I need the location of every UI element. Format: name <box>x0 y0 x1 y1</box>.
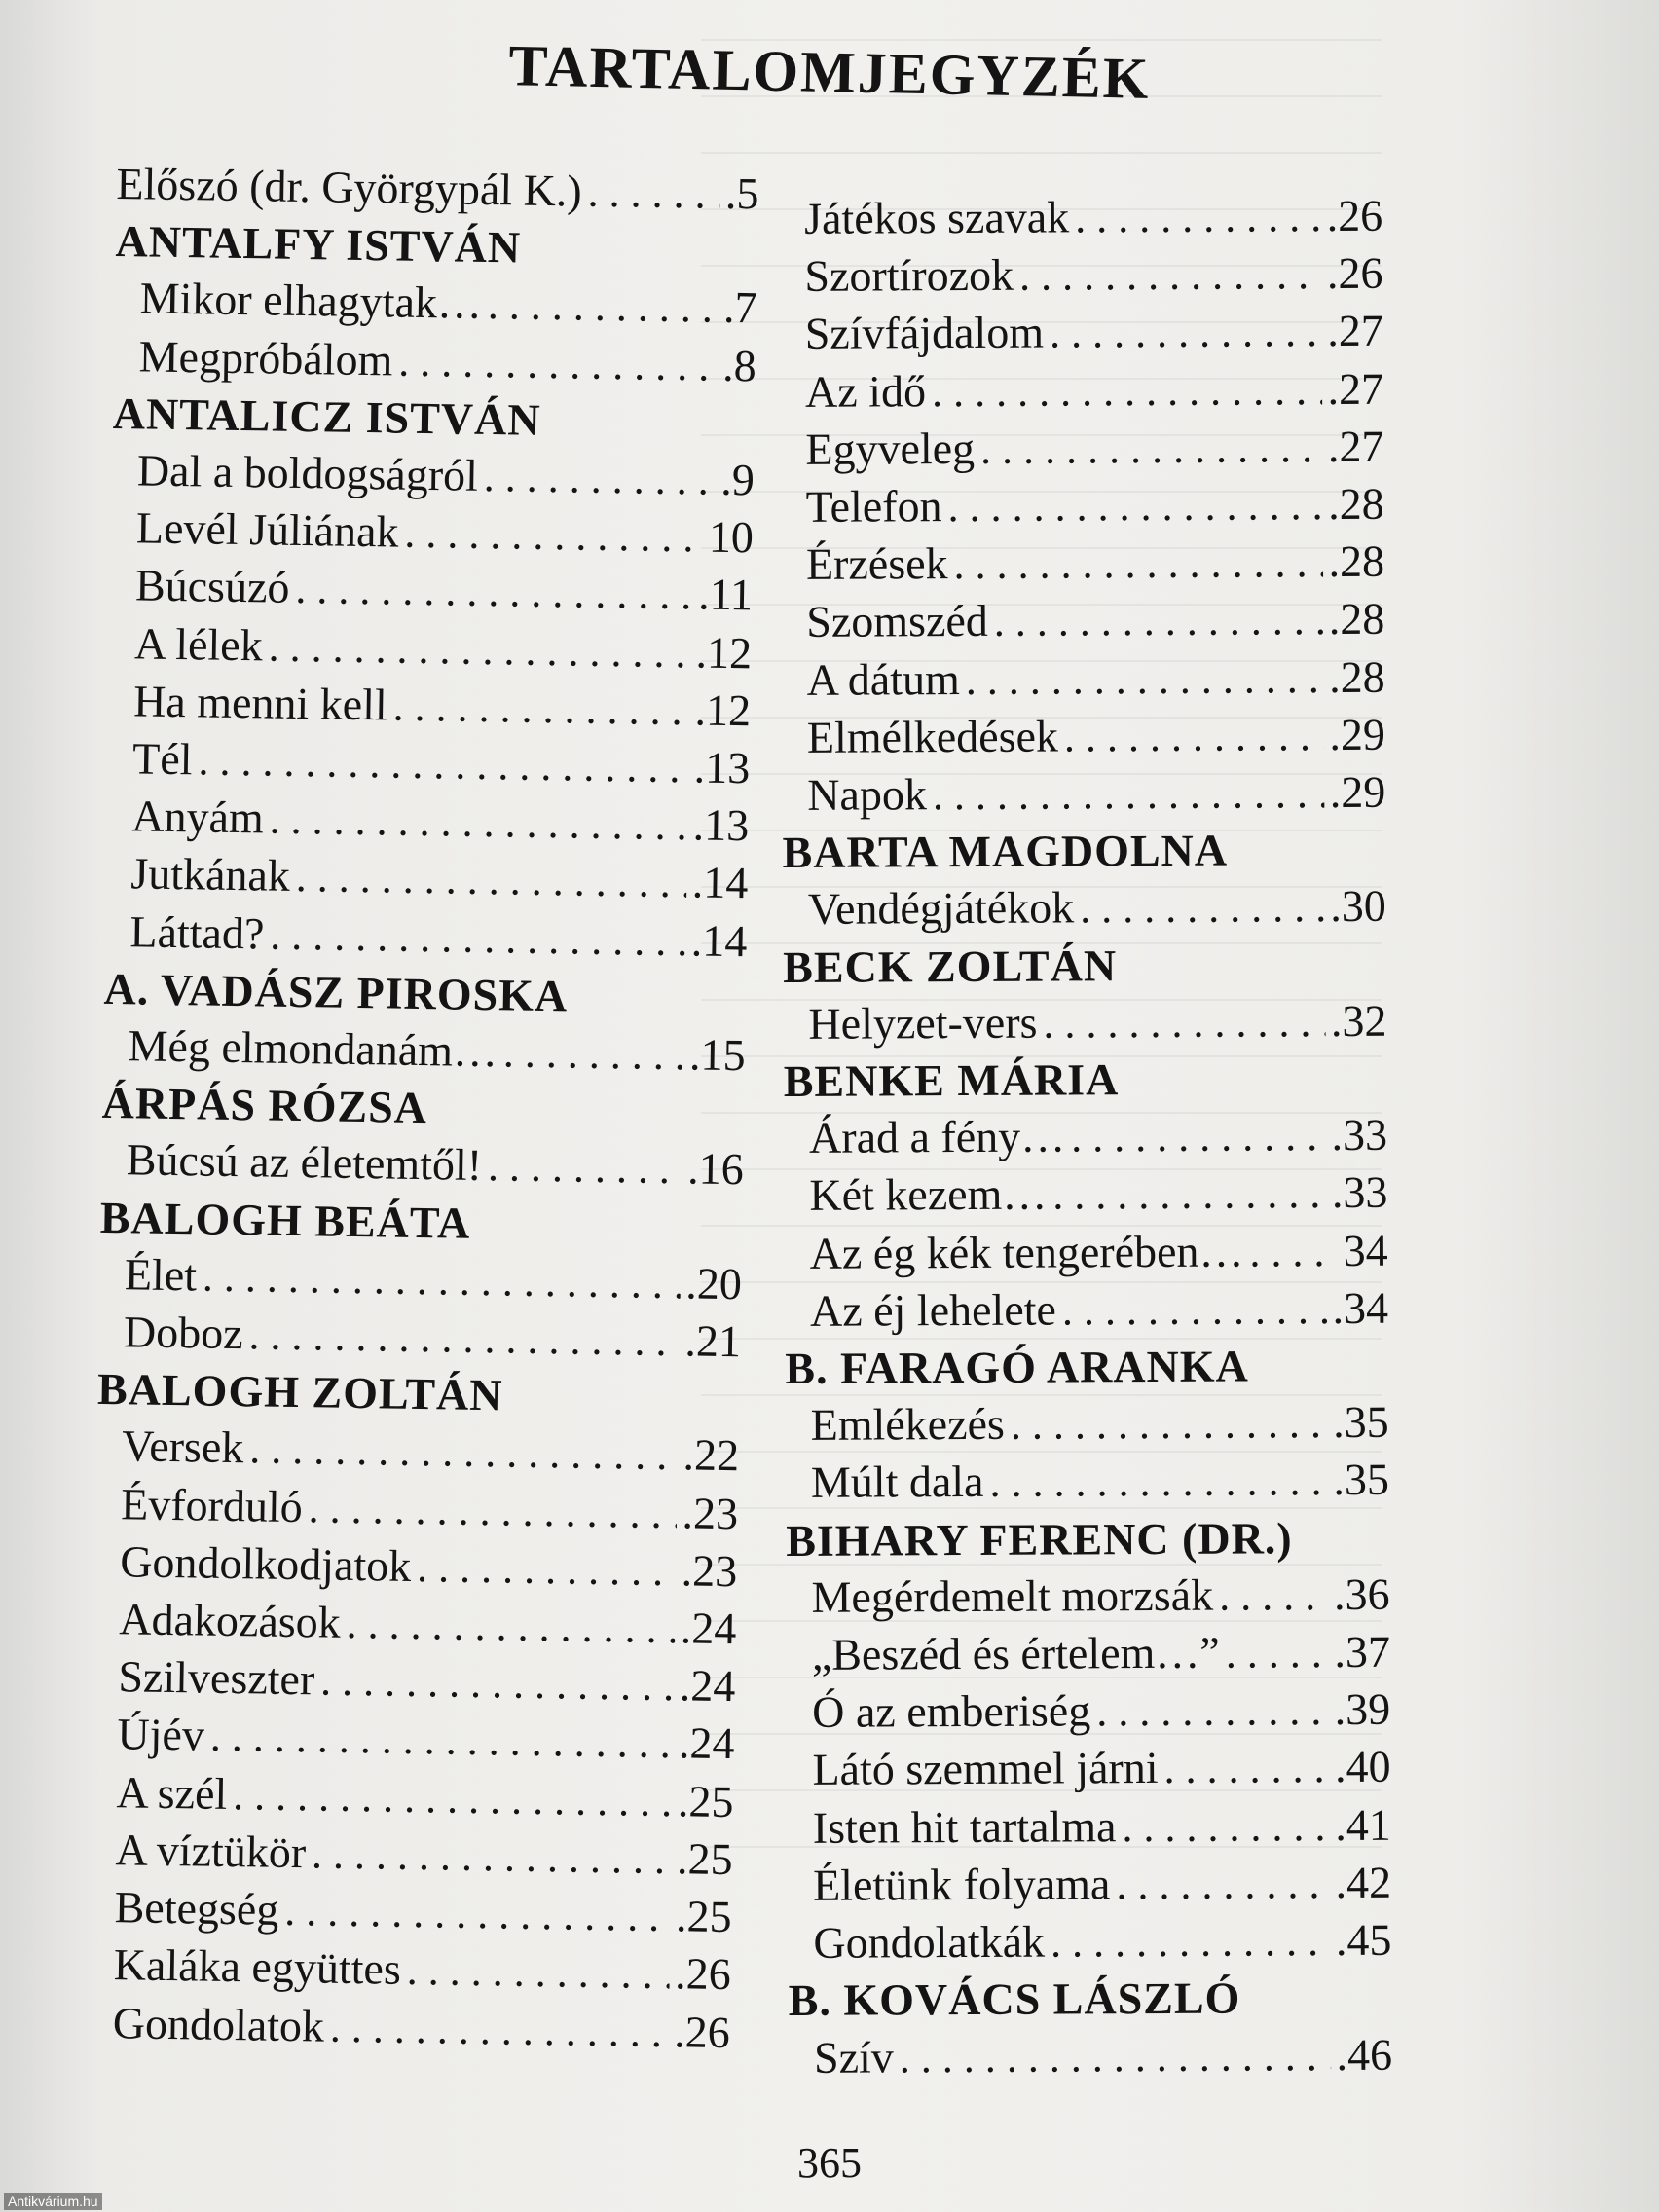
toc-entry-title: Gondolkodjatok <box>119 1536 412 1591</box>
toc-entry <box>782 707 1385 767</box>
toc-author-heading: BECK ZOLTÁN <box>783 940 1118 992</box>
toc-entry-page: .16 <box>686 1143 745 1195</box>
toc-entry <box>781 648 1384 709</box>
page-title: TARTALOMJEGYZÉK <box>507 33 1152 111</box>
toc-author-heading: B. FARAGÓ ARANKA <box>785 1341 1249 1394</box>
dot-leader <box>203 1248 681 1312</box>
toc-entry <box>96 1418 740 1486</box>
toc-entry-title: Levél Júliának <box>135 502 399 557</box>
toc-entry <box>110 557 754 625</box>
toc-entry <box>92 1706 735 1774</box>
toc-entry-title: Az idő <box>804 365 927 417</box>
toc-entry-title: Szívfájdalom <box>804 307 1045 359</box>
toc-author-heading: ANTALFY ISTVÁN <box>115 216 522 273</box>
toc-entry-title: Érzések <box>805 538 948 590</box>
toc-entry-page: .8 <box>721 340 757 390</box>
toc-entry-page: .13 <box>692 799 750 851</box>
toc-entry-page: .34 <box>1332 1282 1389 1333</box>
toc-entry-title: Elmélkedések <box>806 711 1059 762</box>
dot-leader <box>268 618 690 682</box>
toc-entry <box>780 303 1383 363</box>
toc-entry-title: Egyveleg <box>805 423 976 474</box>
toc-entry <box>107 730 751 798</box>
toc-entry-title: Szortírozok <box>804 249 1014 302</box>
toc-entry-title: Árad a fény… <box>808 1111 1066 1163</box>
toc-entry <box>113 328 756 396</box>
toc-entry-title: Még elmondanám… <box>128 1020 498 1077</box>
toc-entry-page: .11 <box>697 569 754 620</box>
toc-entry-title: Évforduló <box>120 1478 304 1531</box>
toc-entry-page: .27 <box>1327 306 1383 356</box>
toc-entry-title: Ó az emberiség <box>812 1685 1091 1738</box>
toc-entry-page: 10 <box>708 511 755 563</box>
toc-entry-title: Mikor elhagytak… <box>139 273 483 329</box>
toc-entry-page: .26 <box>673 2006 731 2057</box>
toc-entry-page: .41 <box>1335 1799 1391 1850</box>
dot-leader <box>406 1942 669 2003</box>
dot-leader <box>346 1596 675 1657</box>
toc-entry-title: Az éj lehelete <box>809 1284 1056 1336</box>
dot-leader <box>404 505 703 567</box>
toc-entry <box>89 1879 732 1947</box>
toc-entry-page: .23 <box>681 1545 738 1597</box>
dot-leader <box>295 561 693 624</box>
toc-entry-page: .14 <box>690 915 748 966</box>
toc-entry <box>784 1164 1387 1225</box>
toc-entry <box>104 903 748 972</box>
toc-entry <box>93 1591 737 1659</box>
page-number: 365 <box>797 2139 862 2187</box>
toc-entry-page: .35 <box>1333 1455 1390 1505</box>
dot-leader <box>980 420 1322 478</box>
toc-entry <box>90 1822 733 1890</box>
toc-entry <box>789 2026 1392 2086</box>
toc-entry <box>785 1280 1388 1341</box>
dot-leader <box>1011 1395 1328 1454</box>
toc-entry-page: .20 <box>684 1258 743 1309</box>
toc-entry-page: .46 <box>1336 2029 1393 2080</box>
toc-author-heading: B. KOVÁCS LÁSZLÓ <box>788 1972 1241 2026</box>
toc-entry <box>111 442 755 510</box>
toc-entry-title: Előszó (dr. Györgypál K.) <box>116 158 583 216</box>
toc-entry <box>785 1222 1388 1282</box>
toc-entry <box>781 476 1384 536</box>
dot-leader <box>1219 1567 1328 1625</box>
dot-leader <box>1116 1856 1330 1913</box>
dot-leader <box>1226 1625 1329 1682</box>
toc-entry <box>106 788 750 856</box>
toc-entry-page: .28 <box>1328 594 1385 645</box>
toc-entry <box>787 1681 1390 1742</box>
dot-leader <box>1249 1224 1338 1281</box>
toc-entry-page: .13 <box>693 742 751 793</box>
toc-entry-page: .45 <box>1335 1914 1392 1966</box>
toc-entry-title: Tél <box>131 733 193 785</box>
toc-entry-page: .33 <box>1331 1109 1388 1161</box>
dot-leader <box>270 906 685 970</box>
toc-author-heading: BIHARY FERENC (DR.) <box>786 1512 1293 1566</box>
toc-entry-title: Szilveszter <box>118 1651 315 1705</box>
dot-leader <box>320 1653 675 1715</box>
toc-entry-title: Ha menni kell <box>132 676 388 730</box>
dot-leader <box>233 1767 673 1830</box>
dot-leader <box>417 1539 676 1600</box>
dot-leader <box>398 333 718 394</box>
toc-entry-title: Kaláka együttes <box>113 1939 402 1995</box>
toc-entry-page: .28 <box>1328 535 1385 587</box>
toc-entry-title: Dal a boldogságról <box>136 445 479 500</box>
toc-entry-page: .25 <box>675 1891 733 1942</box>
toc-entry <box>88 1936 731 2005</box>
dot-leader <box>953 535 1322 593</box>
toc-entry-page: .12 <box>695 627 753 678</box>
toc-author-heading: BALOGH BEÁTA <box>99 1192 471 1248</box>
toc-entry-title: Jutkának <box>130 848 291 902</box>
toc-entry-page: .25 <box>676 1833 733 1885</box>
toc-entry <box>98 1304 742 1372</box>
toc-entry <box>782 764 1385 825</box>
toc-entry-page: .14 <box>691 857 749 908</box>
toc-entry-title: Szív <box>813 2031 894 2083</box>
dot-leader <box>392 678 689 739</box>
dot-leader <box>966 650 1324 709</box>
toc-entry-title: Gondolatkák <box>813 1916 1046 1968</box>
toc-entry <box>92 1648 736 1716</box>
dot-leader <box>198 732 688 796</box>
dot-leader <box>1050 304 1322 362</box>
dot-leader <box>1075 189 1321 247</box>
toc-entry <box>787 1739 1390 1799</box>
dot-leader <box>487 276 718 337</box>
toc-entry-page: .23 <box>682 1487 739 1538</box>
toc-entry <box>87 1994 730 2062</box>
toc-entry-title: Láttad? <box>129 905 265 959</box>
toc-entry <box>102 1017 746 1086</box>
dot-leader <box>1051 1913 1330 1972</box>
toc-entry <box>788 1796 1391 1857</box>
dot-leader <box>295 849 686 911</box>
toc-entry-title: A víztükör <box>115 1825 307 1878</box>
toc-entry-page: .36 <box>1333 1568 1390 1619</box>
toc-entry-page: .9 <box>719 454 756 505</box>
toc-entry <box>779 188 1382 248</box>
toc-entry-page: .27 <box>1327 421 1384 471</box>
toc-entry-page: .5 <box>724 167 759 219</box>
dot-leader <box>947 477 1322 535</box>
toc-entry-page: .22 <box>682 1429 740 1481</box>
toc-entry-title: Az ég kék tengerében… <box>809 1226 1244 1278</box>
toc-entry-title: Szomszéd <box>806 596 988 647</box>
toc-entry <box>780 360 1383 421</box>
toc-entry-title: Búcsú az életemtől! <box>126 1134 483 1191</box>
dot-leader <box>1122 1798 1329 1856</box>
toc-entry <box>780 419 1383 479</box>
dot-leader <box>1062 1281 1327 1340</box>
toc-entry-page: .42 <box>1335 1857 1392 1907</box>
toc-entry <box>783 878 1386 939</box>
toc-entry-page: .28 <box>1328 478 1384 530</box>
toc-entry-title: Doboz <box>123 1307 244 1359</box>
toc-author-heading: A. VADÁSZ PIROSKA <box>103 963 569 1021</box>
dot-leader <box>932 362 1322 421</box>
dot-leader <box>587 165 719 223</box>
toc-entry-title: Múlt dala <box>810 1456 984 1508</box>
toc-entry <box>783 993 1386 1053</box>
toc-entry <box>781 534 1384 594</box>
toc-entry-page: .24 <box>678 1717 735 1769</box>
toc-entry-page: .26 <box>1326 247 1383 299</box>
toc-author-heading: ANTALICZ ISTVÁN <box>112 387 541 445</box>
toc-entry-title: Megérdemelt morzsák <box>811 1569 1214 1622</box>
dot-leader <box>1064 708 1324 766</box>
dot-leader <box>312 1825 672 1888</box>
toc-entry <box>779 245 1382 306</box>
toc-entry-page: .29 <box>1329 766 1386 818</box>
toc-entry-title: A dátum <box>806 653 960 705</box>
toc-entry-page: .27 <box>1327 363 1384 414</box>
toc-entry-title: Napok <box>807 769 928 820</box>
toc-entry-page: .29 <box>1329 709 1386 759</box>
toc-entry <box>787 1624 1390 1684</box>
toc-entry <box>785 1394 1388 1455</box>
dot-leader <box>1071 1108 1326 1166</box>
toc-entry <box>100 1131 744 1199</box>
toc-right-column <box>779 188 1392 2087</box>
dot-leader <box>1080 880 1324 939</box>
toc-entry-title: Élet <box>124 1249 198 1301</box>
dot-leader <box>284 1883 671 1945</box>
toc-entry-title: Telefon <box>805 481 942 532</box>
toc-entry <box>114 270 757 338</box>
toc-entry-title: Újév <box>117 1709 205 1761</box>
dot-leader <box>249 1421 678 1485</box>
dot-leader <box>1019 246 1321 305</box>
toc-entry-title: Búcsúzó <box>134 560 290 613</box>
toc-entry-page: .37 <box>1334 1626 1390 1677</box>
toc-entry <box>91 1763 734 1831</box>
watermark: Antikvárium.hu <box>4 2193 102 2210</box>
toc-entry-page: .26 <box>674 1948 732 2000</box>
dot-leader <box>488 1139 682 1198</box>
toc-entry <box>781 591 1384 651</box>
toc-author-heading: BARTA MAGDOLNA <box>782 825 1229 878</box>
dot-leader <box>330 1999 669 2061</box>
toc-entry <box>95 1476 739 1544</box>
toc-entry-title: Isten hit tartalma <box>812 1800 1117 1853</box>
dot-leader <box>209 1709 673 1773</box>
toc-author-heading: ÁRPÁS RÓZSA <box>101 1078 428 1133</box>
toc-entry-title: Adakozások <box>118 1594 342 1647</box>
dot-leader <box>503 1024 684 1084</box>
toc-entry-title: Betegség <box>114 1882 279 1935</box>
toc-entry-page: .7 <box>722 282 758 333</box>
toc-entry-page: .39 <box>1334 1684 1391 1735</box>
toc-entry-title: Életünk folyama <box>812 1859 1111 1910</box>
dot-leader <box>1096 1682 1329 1740</box>
dot-leader <box>900 2028 1331 2087</box>
toc-entry-page: 34 <box>1343 1225 1388 1275</box>
toc-entry-page: .25 <box>677 1775 734 1826</box>
toc-entry-title: Vendégjátékok <box>807 882 1075 935</box>
toc-entry <box>788 1912 1391 1972</box>
toc-entry-page: .32 <box>1330 995 1387 1046</box>
toc-entry-page: .30 <box>1330 881 1386 932</box>
toc-left-column <box>87 156 759 2062</box>
dot-leader <box>483 449 715 509</box>
toc-entry <box>786 1567 1389 1627</box>
toc-entry-title: A lélek <box>133 617 264 671</box>
toc-entry-page: .33 <box>1331 1167 1388 1218</box>
toc-entry-page: .24 <box>680 1603 737 1654</box>
dot-leader <box>933 765 1324 824</box>
toc-author-heading: BENKE MÁRIA <box>783 1054 1120 1107</box>
toc-entry-page: .24 <box>679 1660 736 1712</box>
toc-entry-page: .40 <box>1334 1742 1391 1792</box>
toc-entry <box>784 1107 1387 1167</box>
toc-entry-title: Gondolatok <box>112 1997 325 2051</box>
toc-entry-title: Emlékezés <box>810 1399 1006 1451</box>
toc-entry-title: Látó szemmel járni <box>812 1743 1159 1795</box>
dot-leader <box>308 1480 677 1542</box>
toc-entry <box>109 615 753 683</box>
dot-leader <box>994 593 1323 651</box>
toc-entry-title: Helyzet-vers <box>808 997 1038 1049</box>
toc-entry-page: .28 <box>1328 651 1385 702</box>
toc-entry <box>786 1452 1389 1512</box>
toc-entry-title: „Beszéd és értelem…” <box>811 1627 1220 1679</box>
dot-leader <box>1052 1166 1326 1225</box>
dot-leader <box>1043 994 1325 1052</box>
toc-entry-title: Versek <box>121 1420 244 1473</box>
toc-entry <box>94 1533 738 1602</box>
toc-entry-page: .35 <box>1332 1397 1389 1448</box>
toc-author-heading: BALOGH ZOLTÁN <box>96 1364 503 1420</box>
toc-entry-title: A szél <box>116 1766 228 1819</box>
toc-entry-title: Játékos szavak <box>804 192 1070 243</box>
toc-entry-title: Két kezem… <box>809 1169 1048 1221</box>
dot-leader <box>269 792 687 855</box>
toc-entry <box>788 1855 1391 1915</box>
toc-entry <box>98 1246 742 1314</box>
toc-entry-title: Anyám <box>130 791 265 843</box>
toc-entry-page: .26 <box>1326 190 1383 241</box>
toc-entry-page: .21 <box>684 1315 742 1367</box>
toc-entry <box>111 499 755 568</box>
toc-entry <box>105 845 749 913</box>
dot-leader <box>989 1454 1327 1512</box>
dot-leader <box>248 1307 680 1370</box>
toc-entry <box>108 673 752 741</box>
toc-entry-page: .15 <box>688 1029 746 1081</box>
dot-leader <box>1163 1741 1329 1798</box>
toc-entry <box>116 156 759 224</box>
toc-entry-title: Megpróbálom <box>138 330 393 386</box>
toc-entry-page: .12 <box>694 684 752 736</box>
